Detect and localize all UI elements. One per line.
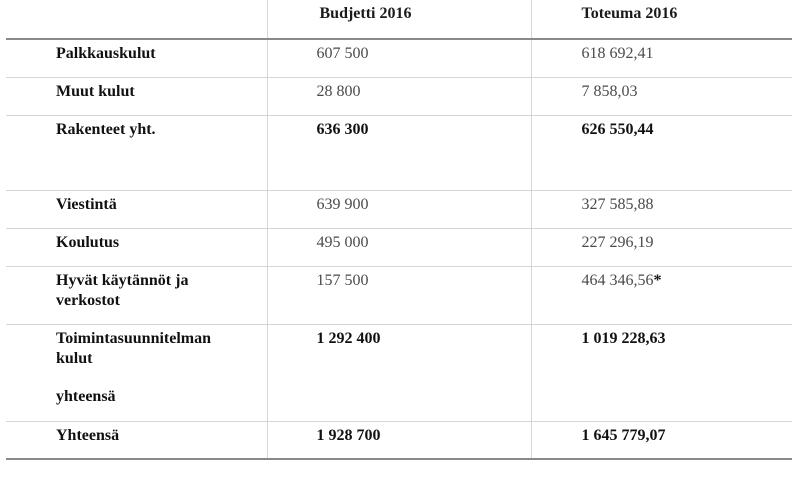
table-row xyxy=(6,324,792,421)
budget-value: 1 928 700 xyxy=(267,421,531,459)
actual-value: 227 296,19 xyxy=(531,228,792,266)
budget-value: 607 500 xyxy=(267,39,531,77)
table-row xyxy=(6,421,792,459)
row-label: Viestintä xyxy=(6,190,267,228)
actual-value: 464 346,56 xyxy=(581,271,654,289)
table-row xyxy=(6,266,792,324)
table-row xyxy=(6,39,792,77)
header-budget: Budjetti 2016 xyxy=(267,0,531,39)
table-row xyxy=(6,115,792,190)
budget-value: 639 900 xyxy=(267,190,531,228)
row-label-line: kulut xyxy=(56,349,93,367)
table-row xyxy=(6,77,792,115)
budget-value: 1 292 400 xyxy=(267,324,531,421)
row-label-line: yhteensä xyxy=(56,387,116,405)
row-label: Muut kulut xyxy=(6,77,267,115)
row-label: Koulutus xyxy=(6,228,267,266)
row-label: Yhteensä xyxy=(6,421,267,459)
row-label: Rakenteet yht. xyxy=(6,115,267,190)
actual-value: 626 550,44 xyxy=(531,115,792,190)
actual-value: 1 645 779,07 xyxy=(531,421,792,459)
row-label xyxy=(6,266,267,324)
actual-value: 327 585,88 xyxy=(531,190,792,228)
actual-value: 1 019 228,63 xyxy=(531,324,792,421)
budget-table xyxy=(6,0,792,460)
actual-value: 618 692,41 xyxy=(531,39,792,77)
actual-cell xyxy=(531,266,792,324)
header-empty-cell xyxy=(6,0,267,39)
row-label-line: Toimintasuunnitelman xyxy=(56,329,212,347)
table-row xyxy=(6,228,792,266)
row-label-line: verkostot xyxy=(56,291,120,309)
footnote-mark: * xyxy=(653,271,662,289)
header-row xyxy=(6,0,792,39)
header-actual: Toteuma 2016 xyxy=(531,0,792,39)
row-label xyxy=(6,324,267,421)
actual-value: 7 858,03 xyxy=(531,77,792,115)
row-label: Palkkauskulut xyxy=(6,39,267,77)
budget-value: 157 500 xyxy=(267,266,531,324)
budget-value: 636 300 xyxy=(267,115,531,190)
table-row xyxy=(6,190,792,228)
budget-value: 495 000 xyxy=(267,228,531,266)
budget-value: 28 800 xyxy=(267,77,531,115)
row-label-line: Hyvät käytännöt ja xyxy=(56,271,189,289)
